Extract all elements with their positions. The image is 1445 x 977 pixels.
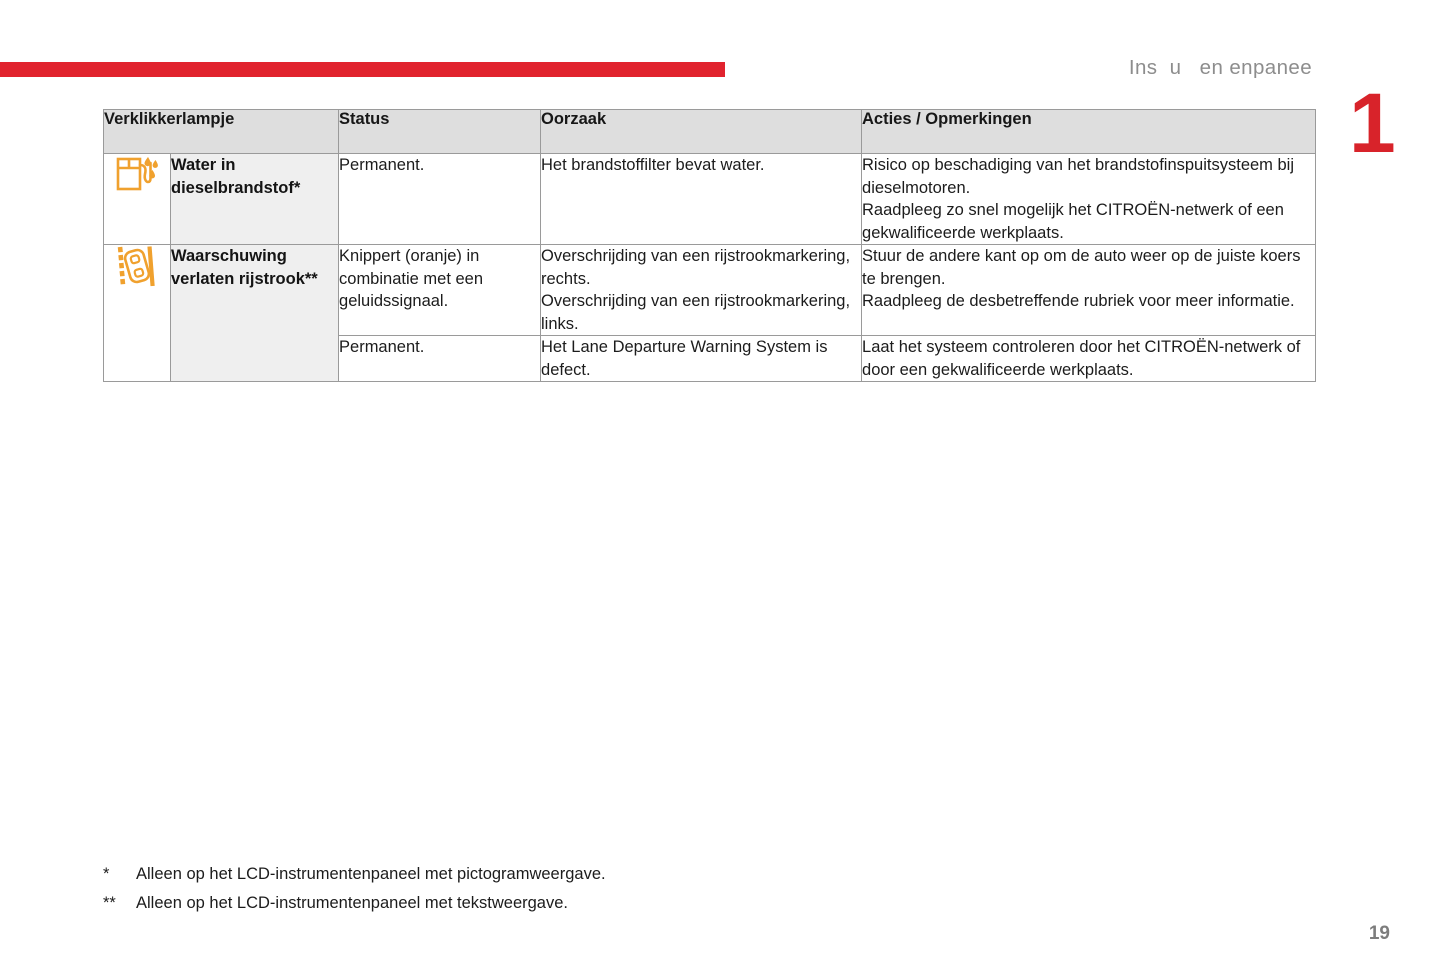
action-text-line: Raadpleeg zo snel mogelijk het CITROËN-netwerk of een gekwalificeerde werkplaats. bbox=[862, 201, 1284, 242]
action-text-line: Laat het systeem controleren door het CITROËN-netwerk of door een gekwalificeerde werkplaats. bbox=[862, 338, 1301, 379]
column-header-oorzaak: Oorzaak bbox=[541, 110, 862, 154]
action-cell bbox=[862, 154, 1316, 245]
cause-cell bbox=[541, 336, 862, 382]
cause-cell bbox=[541, 245, 862, 336]
page-header-title: Ins u en enpanee bbox=[1128, 56, 1312, 79]
status-cell bbox=[339, 154, 541, 245]
footnotes bbox=[103, 865, 1003, 923]
status-text: Permanent. bbox=[339, 338, 425, 356]
column-header-acties-opmerkingen: Acties / Opmerkingen bbox=[862, 110, 1316, 154]
header-red-rule bbox=[0, 62, 725, 77]
warning-lamps-table bbox=[103, 109, 1316, 382]
action-text-line: Stuur de andere kant op om de auto weer op de juiste koers te brengen. bbox=[862, 247, 1301, 288]
action-text-line: Raadpleeg de desbetreffende rubriek voor meer informatie. bbox=[862, 292, 1295, 310]
action-text-line: Risico op beschadiging van het brandstofinspuitsysteem bij dieselmotoren. bbox=[862, 156, 1295, 197]
tell-tale-name: Water in dieselbrandstof* bbox=[171, 154, 339, 245]
chapter-tab-number: 1 bbox=[1349, 76, 1394, 170]
cause-cell bbox=[541, 154, 862, 245]
status-text: Permanent. bbox=[339, 156, 425, 174]
tell-tale-icon-cell bbox=[104, 245, 171, 382]
footnote-item bbox=[103, 894, 1003, 913]
footnote-item bbox=[103, 865, 1003, 884]
cause-text: Het brandstoffilter bevat water. bbox=[541, 156, 765, 174]
footnote-text: Alleen op het LCD-instrumentenpaneel met tekstweergave. bbox=[136, 894, 568, 912]
table-header bbox=[104, 110, 1316, 154]
tell-tale-icon-cell bbox=[104, 154, 171, 245]
action-cell bbox=[862, 245, 1316, 336]
fuel-pump-water-droplets-icon bbox=[115, 154, 159, 194]
column-header-verklikkerlampje: Verklikkerlampje bbox=[104, 110, 339, 154]
status-cell bbox=[339, 245, 541, 336]
page-number: 19 bbox=[1368, 923, 1390, 944]
column-header-status: Status bbox=[339, 110, 541, 154]
table-row bbox=[104, 245, 1316, 336]
status-cell bbox=[339, 336, 541, 382]
cause-text-line: Overschrijding van een rijstrookmarkering, links. bbox=[541, 292, 851, 333]
cause-text: Het Lane Departure Warning System is defect. bbox=[541, 338, 828, 379]
warning-lamps-table-wrapper bbox=[103, 109, 1315, 382]
tell-tale-name: Waarschuwing verlaten rijstrook** bbox=[171, 245, 339, 382]
table-row bbox=[104, 154, 1316, 245]
footnote-text: Alleen op het LCD-instrumentenpaneel met pictogramweergave. bbox=[136, 865, 606, 883]
status-text: Knippert (oranje) in combinatie met een geluidssignaal. bbox=[339, 247, 484, 310]
footnote-marker: * bbox=[103, 865, 110, 883]
table-body bbox=[104, 154, 1316, 382]
cause-text-line: Overschrijding van een rijstrookmarkering, rechts. bbox=[541, 247, 851, 288]
action-cell bbox=[862, 336, 1316, 382]
footnote-marker: ** bbox=[103, 894, 116, 912]
lane-departure-warning-icon bbox=[116, 245, 158, 289]
table-header-row bbox=[104, 110, 1316, 154]
